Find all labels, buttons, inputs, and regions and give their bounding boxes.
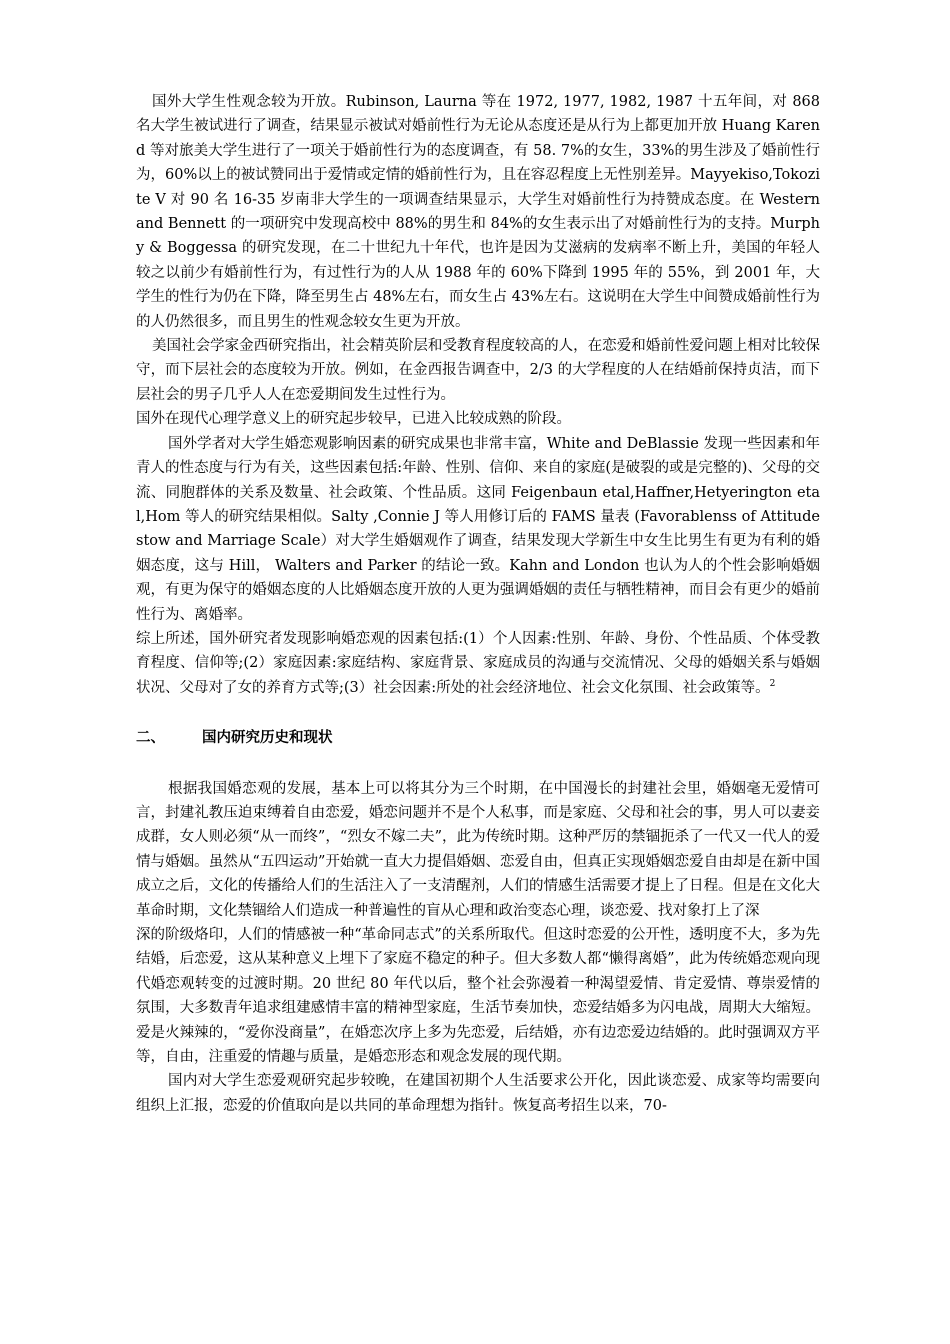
section-title: 国内研究历史和现状 — [202, 729, 333, 747]
summary-text: 综上所述，国外研究者发现影响婚恋观的因素包括:(1）个人因素:性别、年龄、身份、个性品质、个体受教育程度、信仰等;(2）家庭因素:家庭结构、家庭背景、家庭成员的沟通与交流情况、父母的婚姻关系与婚姻状况、父母对了女的养育方式等;(3）社会因素:所处的社会经济地位、社会文化氛围、社会政策等。 — [136, 630, 820, 696]
section-number: 二、 — [136, 729, 165, 747]
footnote-reference: 2 — [769, 678, 776, 689]
paragraph-influencing-factors: 国外学者对大学生婚恋观影响因素的研究成果也非常丰富，White and DeBlassie 发现一些因素和年青人的性态度与行为有关，这些因素包括:年龄、性别、信仰、来自的家庭(是破裂的或是完整的)、父母的交流、同胞群体的关系及数量、社会政策、个性品质。这同 Feigenbaun etal,Haffner,Hetyerington etal,Hom 等人的研究结果相似。Salty ,Connie J 等人用修订后的 FAMS 量表 (Favorablenss of Attitudestow and Marriage Scale）对大学生婚姻观作了调查，结果发现大学新生中女生比男生有更为有利的婚姻态度，这与 Hill， Walters and Parker 的结论一致。Kahn and London 也认为人的个性会影响婚姻观，有更为保守的婚姻态度的人比婚姻态度开放的人更为强调婚姻的责任与牺牲精神，而目会有更少的婚前性行为、离婚率。 — [136, 435, 820, 623]
paragraph-domestic-history: 根据我国婚恋观的发展，基本上可以将其分为三个时期，在中国漫长的封建社会里，婚姻毫无爱情可言，封建礼教压迫束缚着自由恋爱，婚恋问题并不是个人私事，而是家庭、父母和社会的事，男人可以妻妾成群，女人则必须“从一而终”，“烈女不嫁二夫”，此为传统时期。这种严厉的禁锢扼杀了一代又一代人的爱情与婚姻。虽然从“五四运动”开始就一直大力提倡婚姻、恋爱自由，但真正实现婚姻恋爱自由却是在新中国成立之后，文化的传播给人们的生活注入了一支清醒剂，人们的情感生活需要才提上了日程。但是在文化大革命时期，文化禁锢给人们造成一种普遍性的盲从心理和政治变态心理，谈恋爱、找对象打上了深 — [136, 780, 820, 919]
paragraph-foreign-sexual-attitudes: 国外大学生性观念较为开放。Rubinson, Laurna 等在 1972, 1977, 1982, 1987 十五年间，对 868 名大学生被试进行了调查，结果显示被试对婚前性行为无论从态度还是从行为上都更加开放 Huang Karend 等对旅美大学生进行了一项关于婚前性行为的态度调查，有 58. 7%的女生，33%的男生涉及了婚前性行为，60%以上的被试赞同出于爱情或定情的婚前性行为，且在容忍程度上无性别差异。Mayyekiso,Tokozite V 对 90 名 16-35 岁南非大学生的一项调查结果显示，大学生对婚前性行为持赞成态度。在 Western and Bennett 的一项研究中发现高校中 88%的男生和 84%的女生表示出了对婚前性行为的支持。Murphy & Boggessa 的研究发现，在二十世纪九十年代，也许是因为艾滋病的发病率不断上升，美国的年轻人较之以前少有婚前性行为，有过性行为的人从 1988 年的 60%下降到 1995 年的 55%，到 2001 年，大学生的性行为仍在下降，降至男生占 48%左右，而女生占 43%左右。这说明在大学生中间赞成婚前性行为的人仍然很多，而且男生的性观念较女生更为开放。 — [136, 94, 820, 330]
paragraph-domestic-research: 国内对大学生恋爱观研究起步较晚，在建国初期个人生活要求公开化，因此谈恋爱、成家等均需要向组织上汇报，恋爱的价值取向是以共同的革命理想为指针。恢复高考招生以来，70- — [136, 1073, 820, 1114]
section-heading — [136, 726, 820, 750]
paragraph-kinsey-research: 美国社会学家金西研究指出，社会精英阶层和受教育程度较高的人，在恋爱和婚前性爱问题上相对比较保守，而下层社会的态度较为开放。例如，在金西报告调查中，2/3 的大学程度的人在结婚前保持贞洁，而下层社会的男子几乎人人在恋爱期间发生过性行为。 — [136, 338, 820, 403]
paragraph-domestic-transition: 深的阶级烙印，人们的情感被一种“革命同志式”的关系所取代。但这时恋爱的公开性，透明度不大，多为先结婚，后恋爱，这从某种意义上埋下了家庭不稳定的种子。但大多数人都“懒得离婚”，此为传统婚恋观向现代婚恋观转变的过渡时期。20 世纪 80 年代以后，整个社会弥漫着一种渴望爱情、肯定爱情、尊崇爱情的氛围，大多数青年追求组建感情丰富的精神型家庭，生活节奏加快，恋爱结婚多为闪电战，周期大大缩短。爱是火辣辣的，“爱你没商量”，在婚恋次序上多为先恋爱，后结婚，亦有边恋爱边结婚的。此时强调双方平等，自由，注重爱的情趣与质量，是婚恋形态和观念发展的现代期。 — [136, 927, 820, 1066]
paragraph-foreign-research-stage: 国外在现代心理学意义上的研究起步较早，已进入比较成熟的阶段。 — [136, 411, 571, 428]
paragraph-summary — [136, 627, 820, 700]
